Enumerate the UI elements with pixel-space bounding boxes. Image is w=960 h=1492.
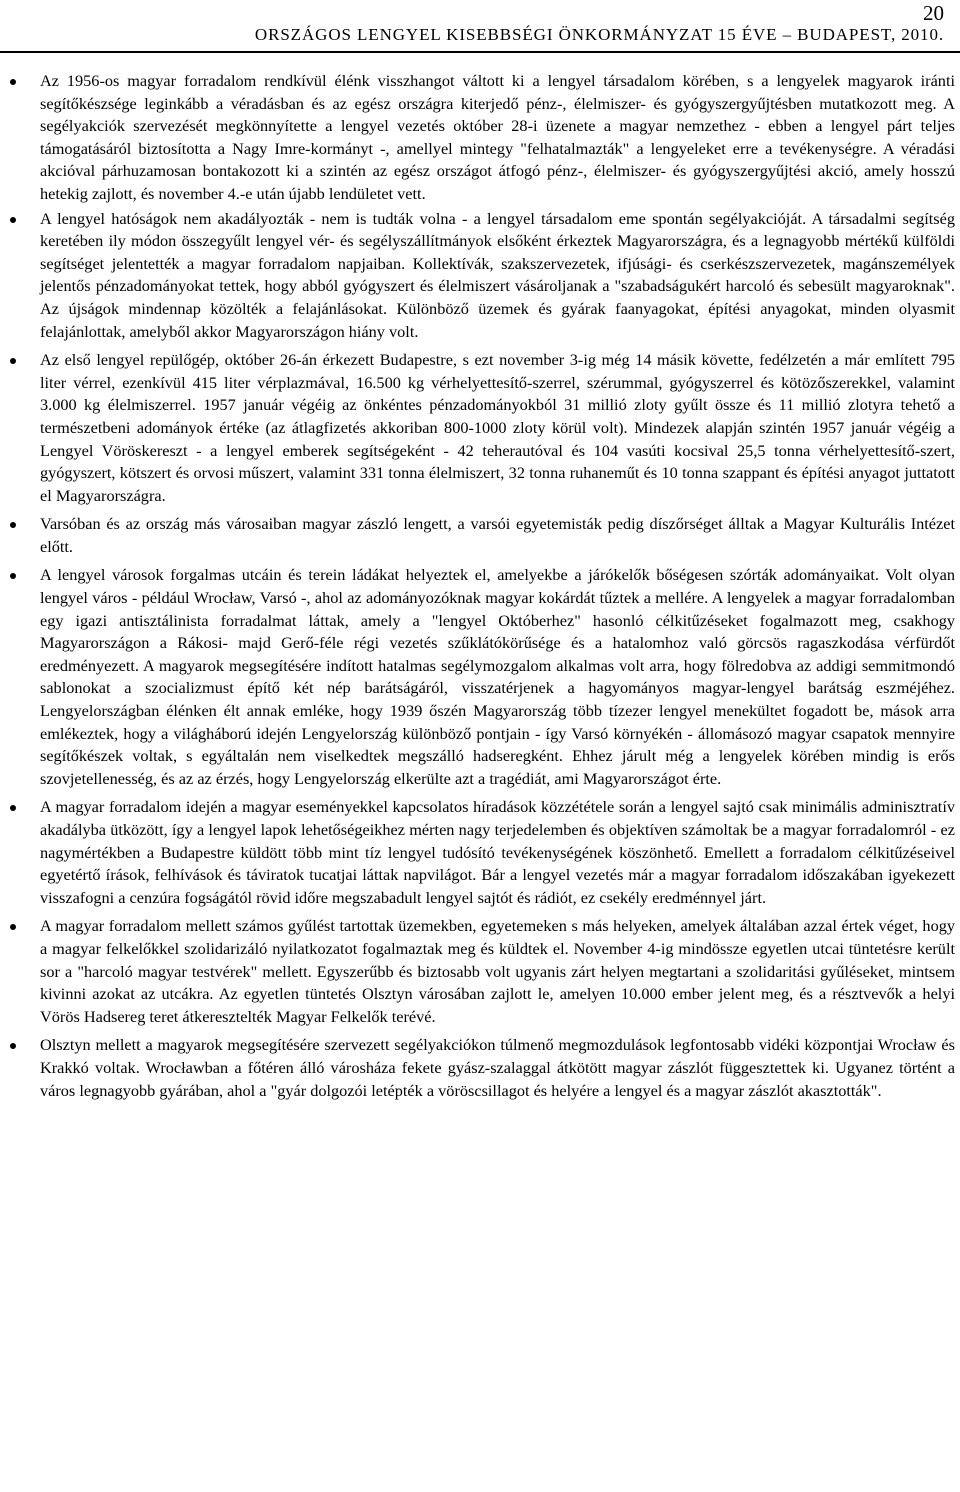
bullet-icon xyxy=(10,358,16,364)
list-item xyxy=(40,513,955,558)
paragraph-text: Az 1956-os magyar forradalom rendkívül élénk visszhangot váltott ki a lengyel társadalom körében, s a lengyelek magyarok iránti segítőkészsége leginkább a véradásban és az egész országra kiterjedő pénz-, élelmiszer- és gyógyszergyűjtésben mutatkozott meg. A segélyakciók szervezését megkönnyítette a lengyel vezetés október 28-i üzenete a magyar nemzethez - ebben a lengyel párt teljes támogatásáról biztosította a Nagy Imre-kormányt -, amellyel mintegy "felhatalmazták" a lengyeleket erre a tevékenységre. A véradási akcióval párhuzamosan bontakozott ki a szintén az egész országot átfogó pénz-, élelmiszer- és gyógyszergyűjtési akció, amely hosszú hetekig zajlott, és november 4.-e után újabb lendületet vett. xyxy=(40,71,955,203)
list-item xyxy=(40,1034,955,1102)
paragraph-text: Az első lengyel repülőgép, október 26-án érkezett Budapestre, s ezt november 3-ig még 14 másik követte, fedélzetén a már említett 795 liter vérrel, ezenkívül 415 liter vérplazmával, 16.500 kg vérhelyettesítő-szerrel, szérummal, gyógyszerrel és kötözőszerekkel, valamint 3.000 kg élelmiszerrel. 1957 január végéig az önkéntes pénzadományokból 31 millió zloty gyűlt össze és 11 millió zlotyra tehető a természetbeni adományok értéke (az átlagfizetés akkoriban 800-1000 zloty körül volt). Mindezek alapján szintén 1957 január végéig a Lengyel Vöröskereszt - a lengyel emberek segítségeként - 42 teherautóval és 104 vasúti kocsival 25,5 tonna vérhelyettesítő-szert, gyógyszert, kötszert és orvosi műszert, valamint 331 tonna élelmiszert, 32 tonna ruhaneműt és 10 tonna szappant és építési anyagot juttatott el Magyarországra. xyxy=(40,350,955,505)
paragraph-text: Varsóban és az ország más városaiban magyar zászló lengett, a varsói egyetemisták pedig díszőrséget álltak a Magyar Kulturális Intézet előtt. xyxy=(40,514,955,556)
page-number: 20 xyxy=(923,1,944,25)
list-item xyxy=(40,70,955,206)
bullet-icon xyxy=(10,217,16,223)
bullet-icon xyxy=(10,805,16,811)
list-item xyxy=(40,564,955,790)
running-title: ORSZÁGOS LENGYEL KISEBBSÉGI ÖNKORMÁNYZAT 15 ÉVE – BUDAPEST, 2010. xyxy=(254,25,944,44)
bullet-icon xyxy=(10,1043,16,1049)
paragraph-text: A lengyel városok forgalmas utcáin és terein ládákat helyeztek el, amelyekbe a járókelők bőségesen szórták adományaikat. Volt olyan lengyel város - például Wrocław, Varsó -, ahol az adományozóknak magyar kokárdát tűztek a mellére. A lengyelek a magyar forradalomban egy igazi antisztálinista forradalmat láttak, amely a "lengyel Októberhez" hasonló célkitűzéseket fogalmazott meg, csakhogy Magyarországon a Rákosi- majd Gerő-féle régi vezetés szűklátókörűsége és a hatalomhoz való görcsös ragaszkodása vérfürdőt eredményezett. A magyarok megsegítésére indított hatalmas segélymozgalom alkalmas volt arra, hogy fölredobva az addigi semmitmondó sablonokat a szocializmust építő két nép barátságáról, visszatérjenek a hagyományos magyar-lengyel barátság eszméjéhez. Lengyelországban élénken élt annak emléke, hogy 1939 őszén Magyarország több tízezer lengyel menekültet fogadott be, mások arra emlékeztek, hogy a világháború idején Lengyelország különböző pontjain - így Varsó környékén - állomásozó magyar csapatok mennyire segítőkészek voltak, s egyáltalán nem viselkedtek megszálló hadseregként. Ehhez járult még a lengyelek körében mindig is erős szovjetellenesség, és az az érzés, hogy Lengyelország elkerülte azt a tragédiát, ami Magyarországot érte. xyxy=(40,565,955,788)
header-rule xyxy=(0,51,960,53)
paragraph-text: A magyar forradalom mellett számos gyűlést tartottak üzemekben, egyetemeken s más helyeken, amelyek általában azzal értek véget, hogy a magyar felkelőkkel szolidarizáló nyilatkozatot fogalmaztak meg és küldtek el. November 4-ig mindössze egyetlen utcai tüntetésre került sor a "harcoló magyar testvérek" mellett. Egyszerűbb és biztosabb volt ugyanis zárt helyen megtartani a szolidaritási gyűléseket, mintsem kivinni azokat az utcákra. Az egyetlen tüntetés Olsztyn városában zajlott le, amelyen 10.000 ember jelent meg, és a résztvevők a helyi Vörös Hadsereg teret átkeresztelték Magyar Felkelők terévé. xyxy=(40,916,955,1026)
list-item xyxy=(40,208,955,344)
list-item xyxy=(40,349,955,507)
bullet-icon xyxy=(10,924,16,930)
bullet-icon xyxy=(10,79,16,85)
bullet-icon xyxy=(10,522,16,528)
list-item xyxy=(40,915,955,1028)
paragraph-text: A magyar forradalom idején a magyar eseményekkel kapcsolatos híradások közzététele során a lengyel sajtó csak minimális adminisztratív akadályba ütközött, így a lengyel lapok lehetőségeikhez mérten nagy terjedelemben és objektíven számoltak be a magyar forradalomról - ez nagymértékben a Budapestre küldött több mint tíz lengyel tudósító tevékenységének köszönhető. Emellett a forradalom célkitűzéseivel egyetértő írások, felhívások és táviratok tucatjai láttak napvilágot. Bár a lengyel vezetés már a magyar forradalom időszakában igyekezett visszafogni a cenzúra fogságától rövid időre megszabadult lengyel sajtót és rádiót, ez csekély eredménnyel járt. xyxy=(40,797,955,907)
bullet-list xyxy=(40,70,955,1102)
paragraph-text: Olsztyn mellett a magyarok megsegítésére szervezett segélyakciókon túlmenő megmozdulások legfontosabb vidéki központjai Wrocław és Krakkó voltak. Wrocławban a főtéren álló városháza fekete gyász-szalaggal átkötött magyar zászlót függesztettek ki. Ugyanez történt a város legnagyobb gyárában, ahol a "gyár dolgozói letépték a vöröscsillagot és helyére a lengyel és a magyar zászlót akasztották". xyxy=(40,1035,955,1100)
bullet-icon xyxy=(10,573,16,579)
document-body xyxy=(40,70,955,1108)
page-header xyxy=(0,0,960,56)
paragraph-text: A lengyel hatóságok nem akadályozták - nem is tudták volna - a lengyel társadalom eme spontán segélyakcióját. A társadalmi segítség keretében ily módon összegyűlt lengyel vér- és segélyszállítmányok elsőként érkeztek Magyarországra, és a legnagyobb mértékű külföldi segítséget jelentették a magyar forradalom napjaiban. Kollektívák, szakszervezetek, ifjúsági- és cserkészszervezetek, magánszemélyek jelentős pénzadományokat tettek, hogy abból gyógyszert és élelmiszert vásároljanak a "szabadságukért harcoló és sebesült magyaroknak". Az újságok mindennap közölték a felajánlásokat. Különböző üzemek és gyárak faanyagokat, építési anyagokat, minden olyasmit felajánlottak, amelyből akkor Magyarországon hiány volt. xyxy=(40,208,955,341)
list-item xyxy=(40,796,955,909)
